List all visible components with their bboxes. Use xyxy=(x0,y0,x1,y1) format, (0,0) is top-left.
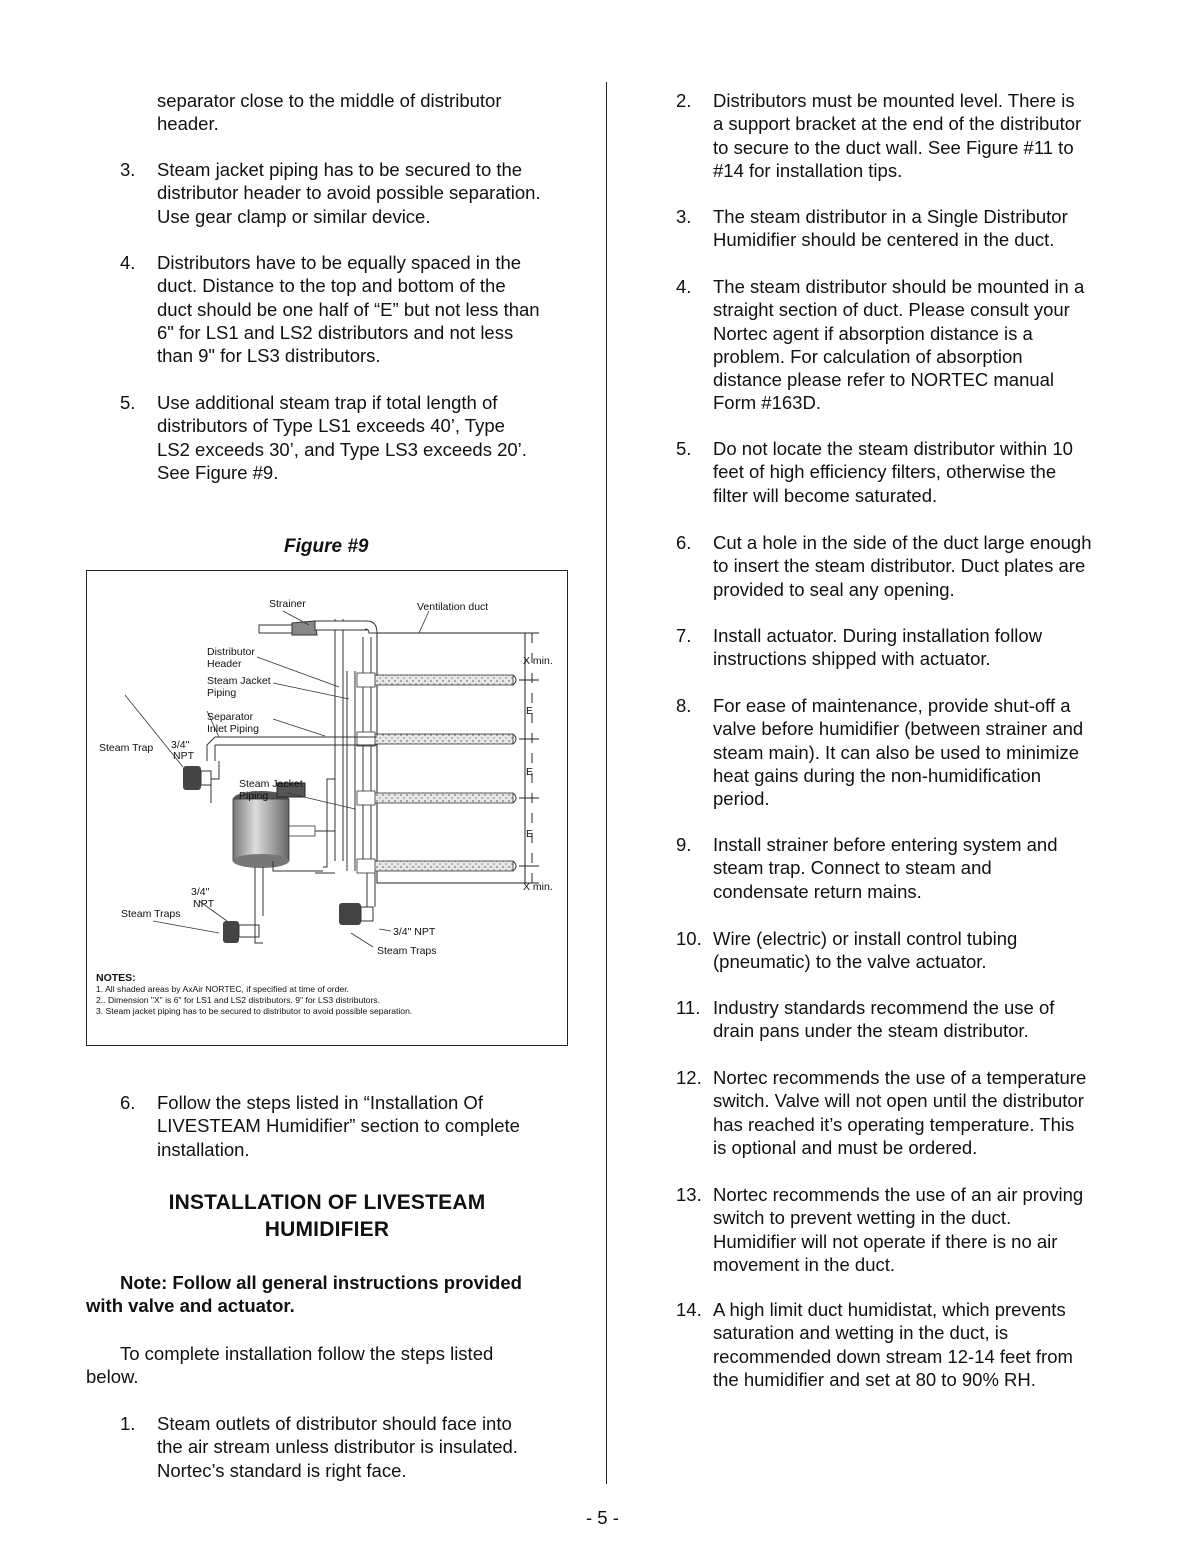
figure-9-diagram xyxy=(86,570,568,1046)
page-number: - 5 - xyxy=(586,1507,619,1528)
label-header: Header xyxy=(207,658,242,670)
label-x-min-top: X min. xyxy=(523,655,553,667)
column-divider xyxy=(606,82,607,1484)
dimension-lines xyxy=(519,633,539,883)
label-distributor: Distributor xyxy=(207,646,255,658)
label-e-1: E xyxy=(526,705,534,717)
header-pipe xyxy=(259,621,377,635)
label-three-quarter-2: 3/4" xyxy=(191,886,210,898)
label-e-3: E xyxy=(526,828,534,840)
label-piping-2: Piping xyxy=(239,790,269,802)
note-2: 2.. Dimension "X" is 6" for LS1 and LS2 distributors. 9" for LS3 distributors. xyxy=(96,995,380,1005)
label-x-min-bottom: X min. xyxy=(523,881,553,893)
label-steam-traps-bottom: Steam Traps xyxy=(377,945,437,957)
feed-pipes xyxy=(207,737,377,873)
note-paragraph: Note: Follow all general instructions provided with valve and actuator. xyxy=(86,1272,522,1317)
label-steam-jacket: Steam Jacket xyxy=(207,675,271,687)
distributor-4 xyxy=(357,859,516,873)
duct-outline xyxy=(377,633,525,883)
label-e-2: E xyxy=(526,766,534,778)
figure-notes xyxy=(96,972,412,1016)
label-piping: Piping xyxy=(207,687,237,699)
section-heading: INSTALLATION OF LIVESTEAM HUMIDIFIER xyxy=(168,1191,486,1241)
steam-trap-bottom-right xyxy=(339,873,375,925)
steam-trap-bottom-left xyxy=(223,916,263,943)
label-steam-trap: Steam Trap xyxy=(99,742,154,754)
label-ventilation-duct: Ventilation duct xyxy=(417,601,489,613)
intro-paragraph: separator close to the middle of distributor header. xyxy=(157,90,502,135)
notes-title: NOTES: xyxy=(96,972,136,984)
distributor-3 xyxy=(357,791,516,805)
note-3: 3. Steam jacket piping has to be secured to distributor to avoid possible separation. xyxy=(96,1006,413,1016)
figure-title: Figure #9 xyxy=(284,536,369,557)
label-npt-bottom: 3/4" NPT xyxy=(393,926,436,938)
distributor-1 xyxy=(357,673,516,687)
note-1: 1. All shaded areas by AxAir NORTEC, if specified at time of order. xyxy=(96,984,349,994)
steam-trap-left xyxy=(183,761,219,803)
complete-paragraph: To complete installation follow the steps listed below. xyxy=(86,1343,494,1388)
label-strainer: Strainer xyxy=(269,598,306,610)
separator-tank xyxy=(233,783,335,916)
label-separator: Separator xyxy=(207,711,254,723)
piping-diagram xyxy=(87,571,566,1044)
distributor-2 xyxy=(357,732,516,746)
label-inlet-piping: Inlet Piping xyxy=(207,723,259,735)
label-steam-traps: Steam Traps xyxy=(121,908,181,920)
label-three-quarter: 3/4" xyxy=(171,739,190,751)
label-steam-jacket-2: Steam Jacket xyxy=(239,778,303,790)
label-npt: NPT xyxy=(173,750,194,762)
label-npt-2: NPT xyxy=(193,898,214,910)
